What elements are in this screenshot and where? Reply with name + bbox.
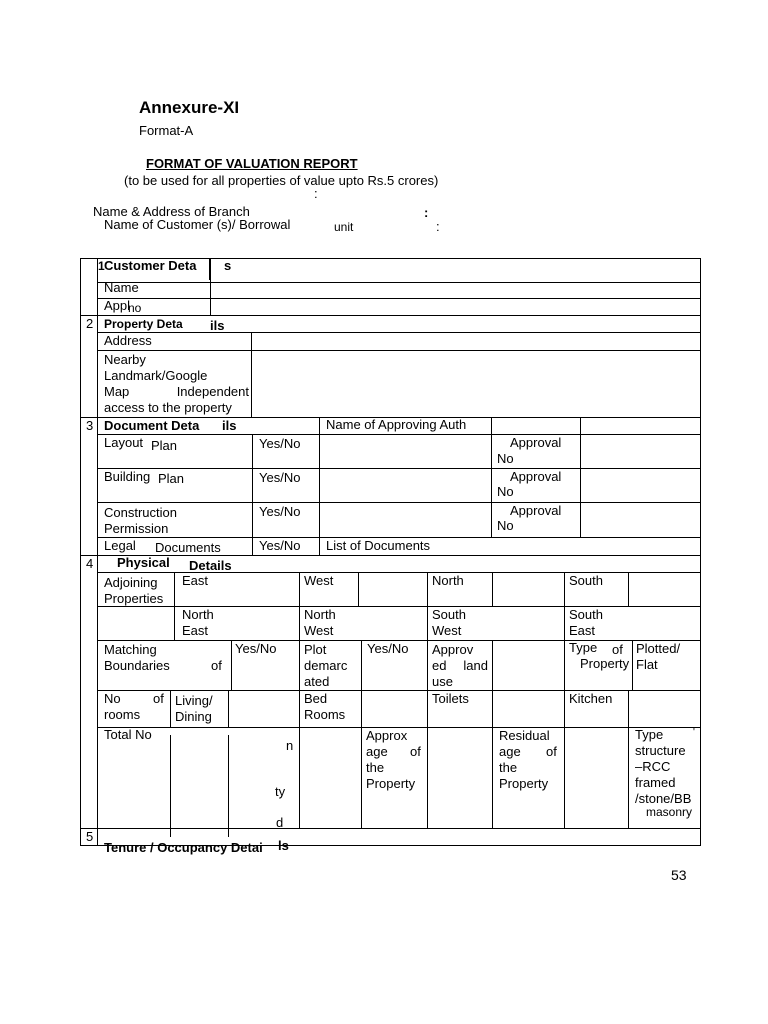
table-divider xyxy=(492,690,493,727)
permission-label: Permission xyxy=(104,521,169,536)
application-no-label: no xyxy=(128,301,142,315)
type-of-property-line-2: Property xyxy=(580,656,630,671)
approved-line-1: Approv xyxy=(432,642,474,657)
customer-label: Name of Customer (s)/ Borrowal xyxy=(104,217,291,232)
table-divider xyxy=(97,350,701,351)
report-title: FORMAT OF VALUATION REPORT xyxy=(146,156,358,171)
table-divider xyxy=(228,690,229,727)
no-of-rooms-of: of xyxy=(153,691,164,706)
section-2-title-tail: ils xyxy=(210,318,225,333)
nearby-line-4: access to the property xyxy=(104,400,232,415)
building-yes-no: Yes/No xyxy=(259,470,301,485)
section-3-number: 3 xyxy=(86,418,94,433)
section-4-title: Physical xyxy=(117,555,170,570)
building-approval-label: Approval xyxy=(510,469,562,484)
table-divider xyxy=(174,572,175,640)
no-of-rooms-no: No xyxy=(104,691,121,706)
north-west-line-2: West xyxy=(304,623,334,638)
approx-age-of: of xyxy=(410,744,421,759)
table-divider xyxy=(564,640,565,690)
no-of-rooms-rooms: rooms xyxy=(104,707,141,722)
table-divider xyxy=(319,417,320,555)
table-border xyxy=(700,258,701,846)
table-divider xyxy=(97,434,701,435)
plot-line-1: Plot xyxy=(304,642,327,657)
nearby-line-1: Nearby xyxy=(104,352,146,367)
construction-label: Construction xyxy=(104,505,177,520)
table-divider xyxy=(299,690,300,727)
type-structure-line-4: framed xyxy=(635,775,676,790)
east-label: East xyxy=(182,573,209,588)
building-label: Building xyxy=(104,469,151,484)
colon-1: : xyxy=(314,186,318,201)
section-3-title: Document Deta xyxy=(104,418,200,433)
branch-label: Name & Address of Branch xyxy=(93,204,250,219)
table-divider xyxy=(358,572,359,606)
matching-label: Matching xyxy=(104,642,157,657)
page-number: 53 xyxy=(671,867,687,883)
colon-2: : xyxy=(424,205,429,220)
annexure-title: Annexure-XI xyxy=(139,98,240,117)
section-4-number: 4 xyxy=(86,556,94,571)
table-divider xyxy=(564,690,565,727)
total-no-label: Total No xyxy=(104,727,152,742)
dining-label: Dining xyxy=(175,709,212,724)
construction-yes-no: Yes/No xyxy=(259,504,301,519)
section-5-title: Tenure / Occupancy Detai xyxy=(104,840,263,855)
address-label: Address xyxy=(104,333,152,348)
legal-yes-no: Yes/No xyxy=(259,538,301,553)
residual-age-the: the xyxy=(499,760,518,775)
residual-age-property: Property xyxy=(499,776,549,791)
type-structure-line-5: /stone/BB xyxy=(635,791,692,806)
table-divider xyxy=(97,282,701,283)
table-divider xyxy=(97,258,98,846)
table-border xyxy=(80,258,81,846)
section-2-title: Property Deta xyxy=(104,317,183,331)
plot-yes-no: Yes/No xyxy=(367,641,409,656)
table-divider xyxy=(170,690,171,727)
table-divider xyxy=(231,640,232,690)
construction-approval-no: No xyxy=(497,518,514,533)
report-subtitle: (to be used for all properties of value upto Rs.5 crores) xyxy=(124,173,439,188)
construction-approval-label: Approval xyxy=(510,503,562,518)
layout-approval-label: Approval xyxy=(510,435,562,450)
type-structure-mark: ' xyxy=(693,727,695,738)
table-divider xyxy=(209,258,211,280)
table-divider xyxy=(492,640,493,690)
south-east-line-2: East xyxy=(569,623,596,638)
properties-label: Properties xyxy=(104,591,164,606)
plot-line-2: demarc xyxy=(304,658,348,673)
south-west-line-2: West xyxy=(432,623,462,638)
section-1-title-tail: s xyxy=(224,258,232,273)
type-structure-line-1: Type xyxy=(635,727,664,742)
layout-label: Layout xyxy=(104,435,144,450)
approx-age-line-2: age xyxy=(366,744,388,759)
table-divider xyxy=(361,690,362,727)
table-divider xyxy=(228,735,229,837)
table-divider xyxy=(491,417,492,538)
table-divider xyxy=(299,640,300,690)
fragment-d: d xyxy=(276,815,284,830)
residual-age-of: of xyxy=(546,744,557,759)
plot-line-3: ated xyxy=(304,674,330,689)
table-divider xyxy=(361,727,362,828)
layout-approval-no: No xyxy=(497,451,514,466)
matching-yes-no: Yes/No xyxy=(235,641,277,656)
building-plan-label: Plan xyxy=(158,471,185,486)
nearby-line-3: Map Independent xyxy=(104,384,249,399)
section-1-title: Customer Deta xyxy=(104,258,197,273)
boundaries-label: Boundaries xyxy=(104,658,170,673)
table-divider xyxy=(299,727,300,828)
approving-authority-label: Name of Approving Auth xyxy=(326,417,467,432)
table-divider xyxy=(251,332,252,418)
table-divider xyxy=(564,572,565,640)
table-divider xyxy=(492,572,493,606)
table-divider xyxy=(97,468,701,469)
table-divider xyxy=(427,727,428,828)
table-divider xyxy=(299,572,300,640)
adjoining-label: Adjoining xyxy=(104,575,158,590)
section-5-number: 5 xyxy=(86,829,94,844)
table-divider xyxy=(97,332,701,333)
approved-line-3: use xyxy=(432,674,453,689)
approved-line-2: ed land xyxy=(432,658,488,673)
customer-name-label: Name xyxy=(104,280,139,295)
table-divider xyxy=(427,690,428,727)
rooms-label: Rooms xyxy=(304,707,346,722)
south-east-line-1: South xyxy=(569,607,603,622)
type-structure-line-6: masonry xyxy=(646,805,693,819)
table-divider xyxy=(427,640,428,690)
table-divider xyxy=(97,502,701,503)
south-west-line-1: South xyxy=(432,607,466,622)
plotted-label: Plotted/ xyxy=(636,641,681,656)
residual-age-line-2: age xyxy=(499,744,521,759)
approx-age-property: Property xyxy=(366,776,416,791)
living-label: Living/ xyxy=(175,693,213,708)
legal-label: Legal xyxy=(104,538,136,553)
residual-age-line-1: Residual xyxy=(499,728,550,743)
type-of-property-of: of xyxy=(612,642,623,657)
kitchen-label: Kitchen xyxy=(569,691,613,706)
boundaries-of-label: of xyxy=(211,658,222,673)
layout-plan-label: Plan xyxy=(151,438,178,453)
type-structure-line-2: structure xyxy=(635,743,686,758)
table-divider xyxy=(580,417,581,538)
type-of-property-line-1: Type xyxy=(569,640,598,655)
west-label: West xyxy=(304,573,334,588)
bed-label: Bed xyxy=(304,691,328,706)
south-label: South xyxy=(569,573,603,588)
north-east-line-2: East xyxy=(182,623,209,638)
table-divider xyxy=(564,727,565,828)
section-3-title-tail: ils xyxy=(222,418,237,433)
list-of-documents-label: List of Documents xyxy=(326,538,431,553)
table-divider xyxy=(492,727,493,828)
section-1-number: 1 xyxy=(98,259,105,273)
type-structure-line-3: –RCC xyxy=(635,759,671,774)
building-approval-no: No xyxy=(497,484,514,499)
section-2-number: 2 xyxy=(86,316,94,331)
legal-documents-label: Documents xyxy=(155,540,221,555)
table-divider xyxy=(628,572,629,606)
colon-3: : xyxy=(436,219,440,234)
approx-age-the: the xyxy=(366,760,385,775)
table-divider xyxy=(80,828,701,829)
north-west-line-1: North xyxy=(304,607,336,622)
north-east-line-1: North xyxy=(182,607,214,622)
table-divider xyxy=(427,572,428,640)
north-label: North xyxy=(432,573,464,588)
table-divider xyxy=(628,690,629,727)
nearby-line-2: Landmark/Google xyxy=(104,368,208,383)
table-divider xyxy=(361,640,362,690)
table-divider xyxy=(632,640,633,690)
table-divider xyxy=(170,735,171,837)
toilets-label: Toilets xyxy=(432,691,469,706)
fragment-ty: ty xyxy=(275,784,286,799)
flat-label: Flat xyxy=(636,657,658,672)
section-4-title-tail: Details xyxy=(189,558,232,573)
table-divider xyxy=(628,727,629,828)
application-label: Appl xyxy=(104,298,131,313)
approx-age-line-1: Approx xyxy=(366,728,408,743)
format-label: Format-A xyxy=(139,123,194,138)
unit-label: unit xyxy=(334,220,354,234)
section-5-title-tail: ls xyxy=(278,838,289,853)
table-divider xyxy=(97,298,701,299)
fragment-n: n xyxy=(286,738,294,753)
layout-yes-no: Yes/No xyxy=(259,436,301,451)
